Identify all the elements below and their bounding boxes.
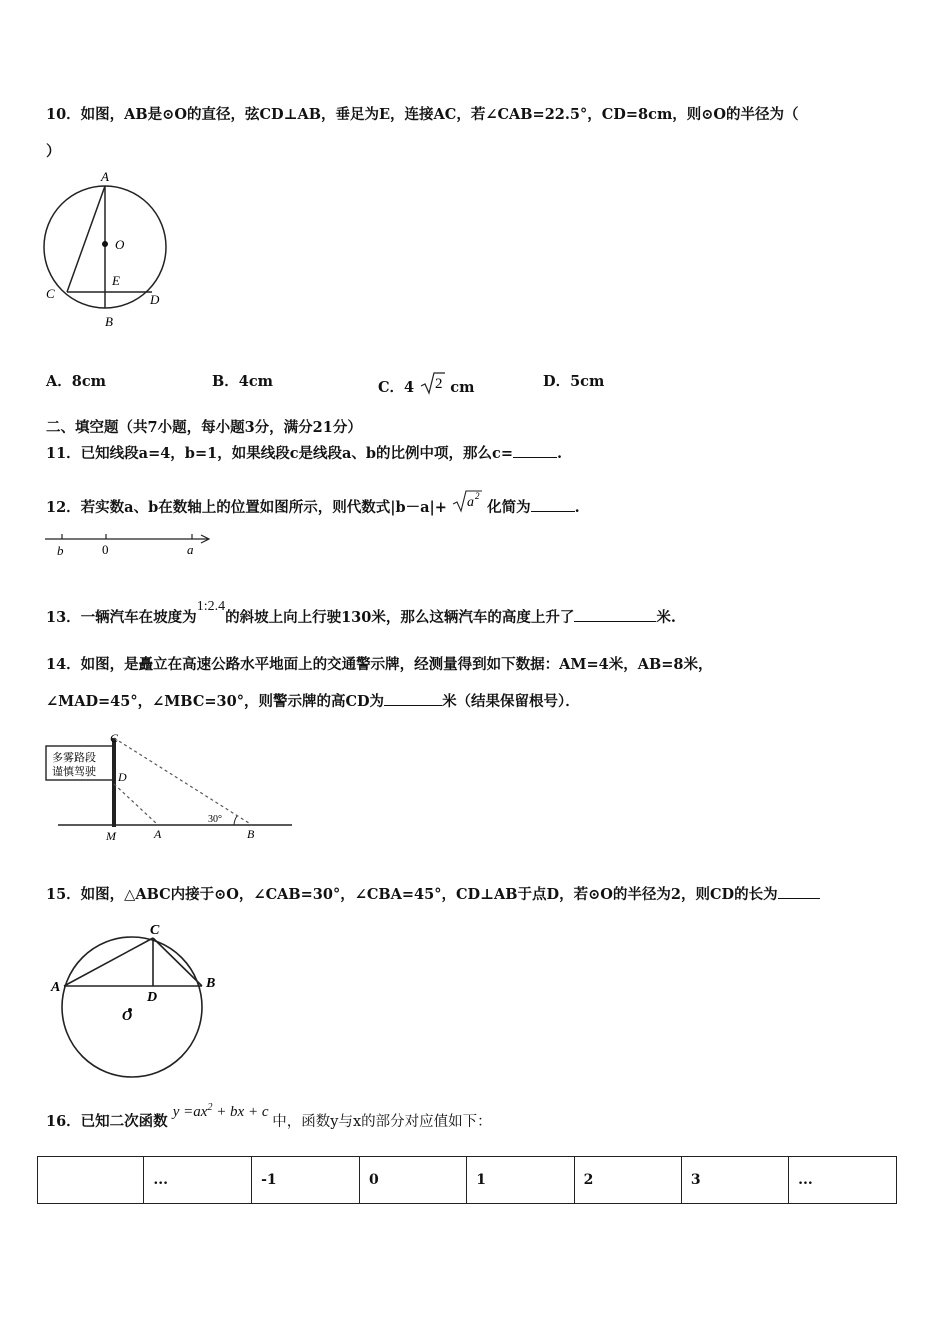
table-cell: ... bbox=[144, 1157, 252, 1204]
table-row bbox=[38, 1157, 897, 1204]
label-a: A bbox=[51, 980, 61, 995]
label-a: A bbox=[101, 169, 109, 184]
center-dot bbox=[102, 241, 108, 247]
q15: 15．如图，△ABC内接于⊙O，∠CAB=30°，∠CBA=45°，CD⊥AB于点D，若⊙O的半径为2，则CD的长为 bbox=[46, 883, 820, 904]
table-cell: 1 bbox=[467, 1157, 574, 1204]
label-b: b bbox=[57, 543, 64, 558]
q12: 12．若实数a、b在数轴上的位置如图所示，则代数式|b－a|+ a 2 化简为 . bbox=[46, 488, 580, 517]
q14-sign-figure bbox=[44, 728, 300, 850]
slope-ratio: 1:2.4 bbox=[196, 599, 226, 614]
label-e: E bbox=[112, 273, 120, 288]
label-o: O bbox=[115, 237, 125, 252]
answer-blank[interactable] bbox=[513, 445, 557, 458]
q14-line1: 14．如图，是矗立在高速公路水平地面上的交通警示牌，经测量得到如下数据：AM=4米，AB=8米， bbox=[46, 656, 713, 673]
table-cell: ... bbox=[789, 1157, 897, 1204]
svg-text:2: 2 bbox=[475, 491, 480, 501]
q10-stem: 10．如图，AB是⊙O的直径，弦CD⊥AB，垂足为E，连接AC，若∠CAB=22.5°，CD=8cm，则⊙O的半径为（ bbox=[46, 106, 799, 123]
table-cell bbox=[38, 1157, 144, 1204]
label-d: D bbox=[118, 770, 127, 784]
label-m: M bbox=[106, 829, 116, 843]
sqrt-a-squared bbox=[452, 488, 482, 514]
label-angle: 30° bbox=[208, 814, 222, 825]
circle-o bbox=[62, 937, 202, 1077]
label-d: D bbox=[147, 990, 158, 1005]
answer-blank[interactable] bbox=[531, 499, 575, 512]
q14-line2: ∠MAD=45°，∠MBC=30°，则警示牌的高CD为 米（结果保留根号）． bbox=[46, 693, 580, 710]
label-zero: 0 bbox=[102, 542, 109, 557]
section-title: 二、填空题（共7小题，每小题3分，满分21分） bbox=[46, 419, 362, 436]
table-cell: 2 bbox=[574, 1157, 681, 1204]
svg-text:2: 2 bbox=[435, 376, 443, 392]
q16-value-table bbox=[37, 1156, 897, 1204]
label-a: A bbox=[154, 827, 162, 841]
svg-text:a: a bbox=[467, 495, 475, 510]
choice-a[interactable]: A．8cm bbox=[46, 373, 107, 390]
segment-bc bbox=[153, 938, 202, 986]
choice-c[interactable]: C．4 2 cm bbox=[378, 370, 474, 397]
label-c: C bbox=[110, 731, 119, 745]
sign-text-2: 谨慎驾驶 bbox=[52, 765, 96, 778]
q10-stem-end: ） bbox=[46, 143, 61, 160]
choice-d[interactable]: D．5cm bbox=[543, 373, 605, 390]
choice-b[interactable]: B．4cm bbox=[212, 373, 274, 390]
sqrt-symbol bbox=[419, 370, 445, 396]
line-ad bbox=[114, 784, 158, 825]
q12-number-line bbox=[42, 528, 214, 560]
table-cell: 3 bbox=[681, 1157, 788, 1204]
label-d: D bbox=[150, 292, 160, 307]
label-c: C bbox=[150, 923, 160, 938]
sign-text-1: 多雾路段 bbox=[52, 751, 96, 764]
angle-arc bbox=[234, 816, 237, 825]
line-bc bbox=[114, 738, 252, 825]
table-cell: -1 bbox=[252, 1157, 360, 1204]
label-c: C bbox=[46, 286, 55, 301]
answer-blank[interactable] bbox=[574, 609, 656, 622]
q11: 11．已知线段a=4，b=1，如果线段c是线段a、b的比例中项，那么c= . bbox=[46, 445, 563, 462]
label-b: B bbox=[206, 976, 216, 991]
label-b: B bbox=[247, 827, 255, 841]
segment-ac bbox=[67, 186, 105, 292]
answer-blank[interactable] bbox=[384, 693, 442, 706]
q16: 16．已知二次函数 $y =ax^2$ + bx + c 中，函数y与x的部分对应值如下： bbox=[46, 1102, 492, 1130]
label-b: B bbox=[105, 314, 113, 329]
q15-circle-figure bbox=[46, 920, 226, 1080]
label-o: O bbox=[122, 1009, 133, 1024]
label-a: a bbox=[187, 542, 194, 557]
answer-blank[interactable] bbox=[778, 886, 820, 899]
q10-circle-figure bbox=[42, 168, 172, 330]
quadratic-formula: $y =ax^2$ + bx + c bbox=[172, 1102, 269, 1120]
table-cell: 0 bbox=[359, 1157, 466, 1204]
q13: 13．一辆汽车在坡度为1:2.4的斜坡上向上行驶130米，那么这辆汽车的高度上升了 米. bbox=[46, 599, 676, 626]
